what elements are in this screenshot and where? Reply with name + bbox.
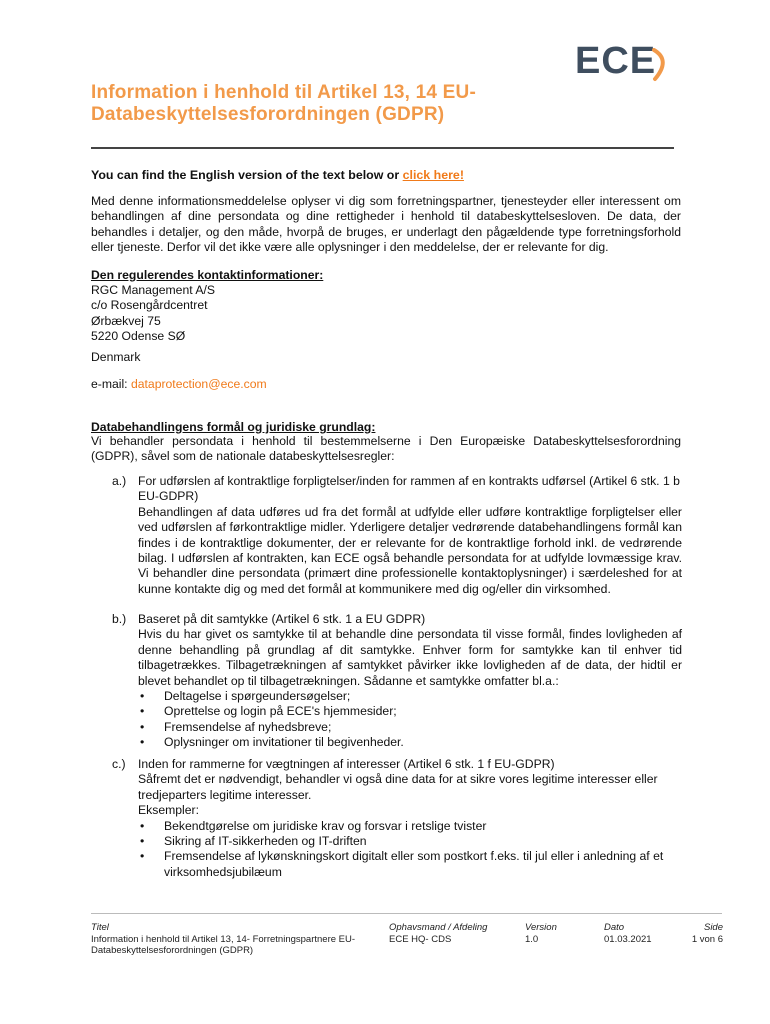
logo-swoosh-icon xyxy=(651,48,673,82)
footer-title-value: Information i henhold til Artikel 13, 14- Forretningspartnere EU-Databeskyttelsesforordningen (GDPR) xyxy=(91,933,356,956)
footer-title-label: Titel xyxy=(91,922,109,933)
email-link[interactable]: dataprotection@ece.com xyxy=(130,377,267,391)
english-notice-text: You can find the English version of the text below or xyxy=(91,168,403,182)
item-body: Behandlingen af data udføres ud fra det formål at udfylde eller udføre kontraktlige forpligtelser eller ved udførslen af førkontraktlige midler. Yderligere detaljer vedrørende databehandlingens formål kan findes i de kontraktlige dokumenter, der er relevante for de kontraktlige forhold inkl. de vedrørende bilag. I udførslen af kontrakten, kan ECE også behandle persondata for at udfylde lovmæssige krav. Vi behandler dine persondata (primært dine professionelle kontaktoplysninger) i særdeleshed for at kunne kontakte dig og med det formål at kommunikere med dig og/eller din virksomhed. xyxy=(138,504,682,596)
list-item: • Deltagelse i spørgeundersøgelser; xyxy=(138,689,682,704)
intro-paragraph: Med denne informationsmeddelelse oplyser vi dig som forretningspartner, tjenesteyder eller interessent om behandlingen af dine persondata og dine rettigheder i henhold til databeskyttelsesloven. De data, der behandles i detaljer, og den måde, hvorpå de bruges, er underlagt den pågældende type forretningsforhold eller tjeneste. Derfor vil det ikke være alle oplysninger i den meddelelse, der er relevante for dig. xyxy=(91,194,681,255)
logo-text: ECE xyxy=(575,40,657,82)
document-title: Information i henhold til Artikel 13, 14 EU-Databeskyttelsesforordningen (GDPR) xyxy=(91,82,476,125)
examples-label: Eksempler: xyxy=(138,803,199,818)
contact-email xyxy=(91,377,681,392)
ece-logo xyxy=(575,40,685,88)
email-label: e-mail: xyxy=(91,377,131,391)
footer-dept-value: ECE HQ- CDS xyxy=(389,933,452,945)
footer-divider xyxy=(91,913,722,914)
list-item: • Oprettelse og login på ECE's hjemmesider; xyxy=(138,704,682,719)
address-line: c/o Rosengårdcentret xyxy=(91,298,208,313)
title-divider xyxy=(91,147,674,149)
consent-list xyxy=(138,689,682,751)
footer-page-value: 1 von 6 xyxy=(691,933,723,945)
footer-page xyxy=(660,922,723,945)
footer-version-value: 1.0 xyxy=(525,933,539,945)
contact-heading: Den regulerendes kontaktinformationer: xyxy=(91,268,324,282)
list-item: • Oplysninger om invitationer til begivenheder. xyxy=(138,735,682,750)
footer-title xyxy=(91,922,361,957)
list-item: • Sikring af IT-sikkerheden og IT-driften xyxy=(138,834,682,849)
examples-list xyxy=(138,819,682,881)
contact-address xyxy=(91,283,681,345)
item-marker: a.) xyxy=(112,474,127,488)
address-line: 5220 Odense SØ xyxy=(91,329,186,344)
footer-date-label: Dato xyxy=(604,922,625,933)
item-marker: b.) xyxy=(112,612,127,626)
list-item: • Fremsendelse af nyhedsbreve; xyxy=(138,720,682,735)
footer-page-label: Side xyxy=(703,922,723,933)
item-body: Såfremt det er nødvendigt, behandler vi også dine data for at sikre vores legitime interesser eller tredjeparters legitime interesser. xyxy=(138,772,658,802)
purpose-intro: Vi behandler persondata i henhold til bestemmelserne i Den Europæiske Databeskyttelsesforordning (GDPR), såvel som de nationale databeskyttelsesregler: xyxy=(91,434,681,464)
item-body: Hvis du har givet os samtykke til at behandle dine persondata til visse formål, findes lovligheden af denne behandling på grundlag af dit samtykke. Enhver form for samtykke kan til enhver tid tilbagetrækkes. Tilbagetrækningen af samtykket påvirker ikke lovligheden af de data, der hidtil er blevet behandlet op til tilbagetrækningen. Sådanne et samtykke omfatter bl.a.: xyxy=(138,627,682,688)
list-item: • Bekendtgørelse om juridiske krav og forsvar i retslige tvister xyxy=(138,819,682,834)
footer-version xyxy=(525,922,585,945)
footer-department xyxy=(389,922,509,945)
item-marker: c.) xyxy=(112,757,126,771)
english-version-link[interactable]: click here! xyxy=(402,168,464,182)
address-line: Ørbækvej 75 xyxy=(91,313,161,328)
item-title: Inden for rammerne for vægtningen af interesser (Artikel 6 stk. 1 f EU-GDPR) xyxy=(138,757,555,771)
purpose-heading: Databehandlingens formål og juridiske grundlag: xyxy=(91,420,376,434)
contact-country: Denmark xyxy=(91,350,141,364)
list-item: • Fremsendelse af lykønskningskort digitalt eller som postkort f.eks. til jul eller i anledning af et virksomhedsjubilæum xyxy=(138,849,682,880)
footer-version-label: Version xyxy=(525,922,557,933)
footer-dept-label: Ophavsmand / Afdeling xyxy=(389,922,488,933)
item-title: For udførslen af kontraktlige forpligtelser/inden for rammen af en kontrakts udførsel (Artikel 6 stk. 1 b EU-GDPR) xyxy=(138,474,680,504)
english-version-notice xyxy=(91,168,681,183)
footer-date-value: 01.03.2021 xyxy=(604,933,652,945)
address-line: RGC Management A/S xyxy=(91,283,215,297)
item-title: Baseret på dit samtykke (Artikel 6 stk. 1 a EU GDPR) xyxy=(138,612,426,626)
